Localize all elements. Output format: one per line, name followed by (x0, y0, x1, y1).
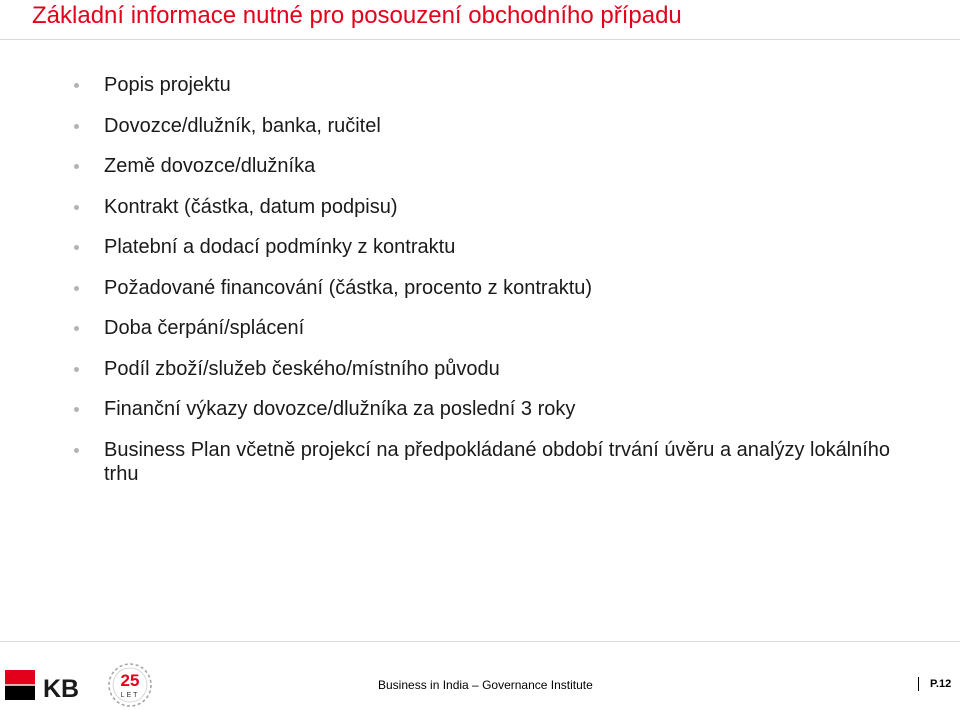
bullet-item (70, 195, 930, 219)
bullet-dot-icon (74, 326, 79, 331)
bullet-dot-icon (74, 367, 79, 372)
bullet-text: Business Plan včetně projekcí na předpokládané období trvání úvěru a analýzy lokálního trhu (104, 438, 891, 485)
bullet-text: Kontrakt (částka, datum podpisu) (104, 195, 398, 218)
bullet-item (70, 357, 930, 381)
bullet-text: Požadované financování (částka, procento z kontraktu) (104, 276, 593, 299)
bullet-item (70, 114, 930, 138)
kb-logo-text: KB (43, 675, 80, 703)
bullet-text: Dovozce/dlužník, banka, ručitel (104, 114, 381, 137)
bullet-dot-icon (74, 448, 79, 453)
footer-separator (918, 677, 919, 691)
bullet-text: Finanční výkazy dovozce/dlužníka za poslední 3 roky (104, 398, 576, 420)
bullet-item (70, 235, 930, 259)
bullet-text: Země dovozce/dlužníka (104, 155, 316, 177)
bullet-dot-icon (74, 286, 79, 291)
title-divider (0, 39, 960, 40)
bullet-dot-icon (74, 407, 79, 412)
anniversary-logo (105, 660, 155, 708)
bullet-list (70, 73, 930, 502)
anniversary-label: LET (120, 692, 140, 699)
bullet-text: Podíl zboží/služeb českého/místního původu (104, 357, 500, 380)
bullet-item (70, 276, 930, 300)
bullet-dot-icon (74, 205, 79, 210)
bullet-item (70, 73, 930, 97)
kb-logo (5, 670, 93, 706)
bullet-item (70, 397, 930, 421)
bullet-item (70, 154, 930, 178)
bullet-item (70, 316, 930, 340)
bullet-dot-icon (74, 83, 79, 88)
bullet-item (70, 438, 930, 486)
page-number: P.12 (930, 678, 952, 690)
bullet-text: Popis projektu (104, 74, 231, 96)
slide-title: Základní informace nutné pro posouzení obchodního případu (32, 2, 682, 29)
footer-divider (0, 641, 960, 642)
footer-text: Business in India – Governance Institute (378, 678, 593, 692)
bullet-dot-icon (74, 124, 79, 129)
bullet-text: Platební a dodací podmínky z kontraktu (104, 236, 456, 258)
bullet-dot-icon (74, 245, 79, 250)
anniversary-number: 25 (120, 671, 140, 690)
bullet-text: Doba čerpání/splácení (104, 317, 305, 339)
bullet-dot-icon (74, 164, 79, 169)
